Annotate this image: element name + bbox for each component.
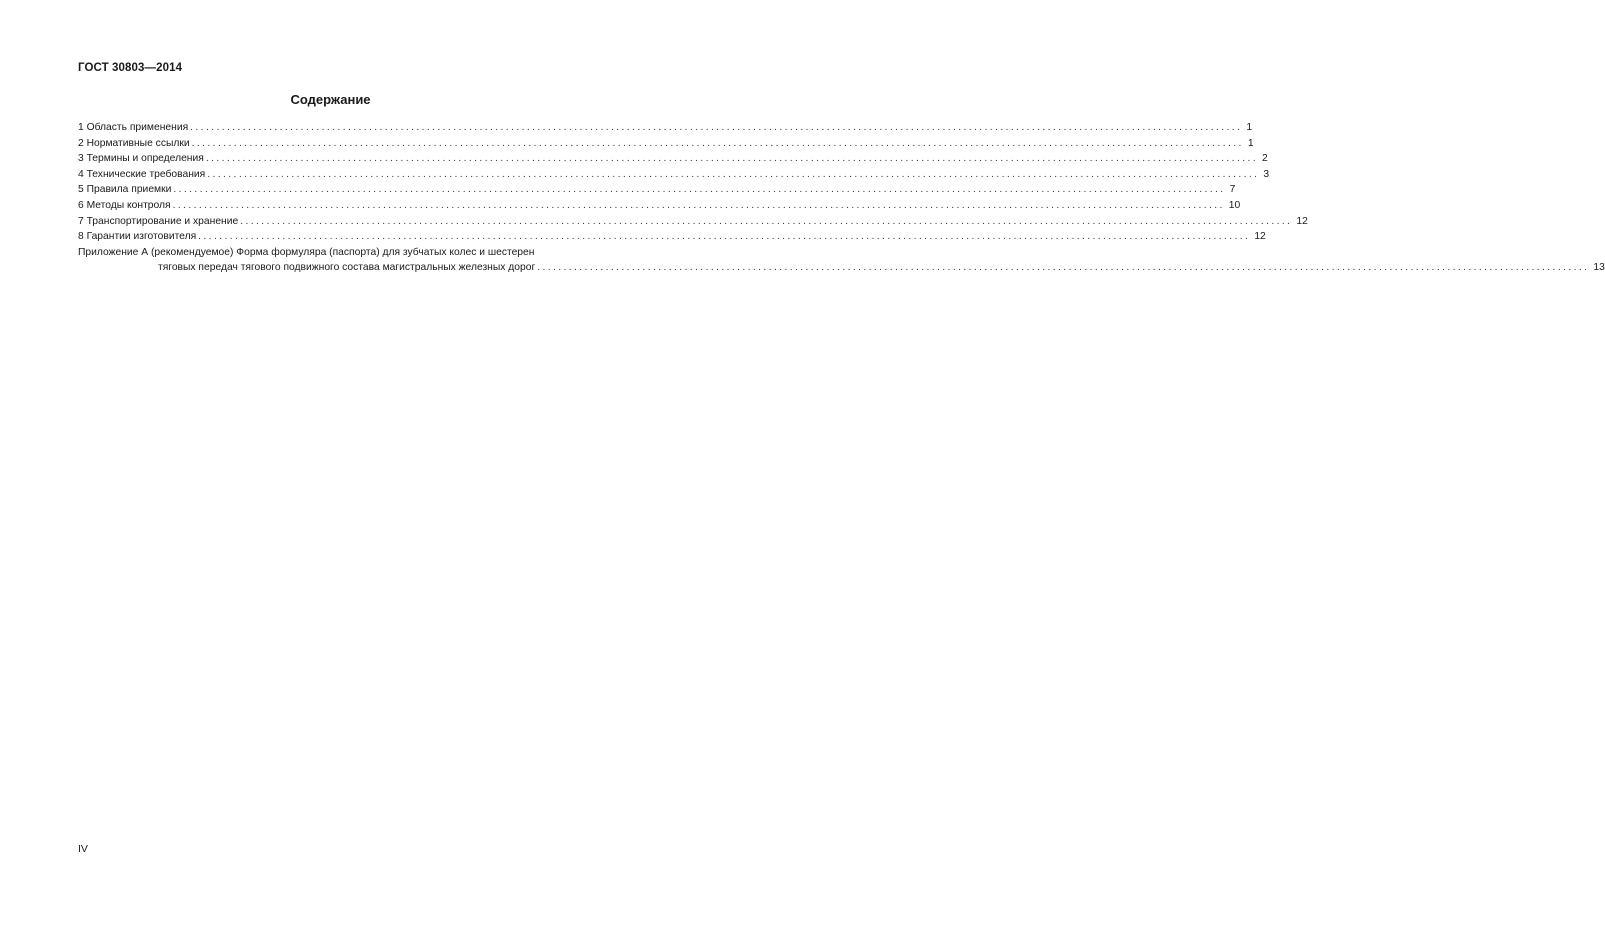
toc-leader-dots: ........................................................................................................................................................................................................ [173,184,1226,196]
toc-appendix-title-line2: тяговых передач тягового подвижного состава магистральных железных дорог [158,262,536,274]
toc-item-page: 10 [1228,199,1241,211]
page-number: IV [78,843,88,855]
toc-item-technical-requirements[interactable] [78,167,1270,183]
toc-leader-dots: ........................................................................................................................................................................................................ [191,137,1244,149]
toc-item-page: 7 [1229,184,1236,196]
toc-item-page: 1 [1246,122,1253,133]
toc-item-label: 6 Методы контроля [78,199,171,211]
toc-item-acceptance-rules[interactable] [78,182,1236,198]
toc-item-label: 8 Гарантии изготовителя [78,231,197,243]
table-of-contents [78,120,1605,276]
toc-leader-dots: ........................................................................................................................................................................................................ [198,231,1251,243]
toc-item-page: 2 [1262,153,1268,165]
toc-item-control-methods[interactable] [78,198,1241,214]
toc-item-page: 12 [1296,215,1308,227]
toc-item-label: 3 Термины и определения [78,153,204,165]
toc-item-label: 1 Область применения [78,122,189,133]
document-code: ГОСТ 30803—2014 [78,62,183,74]
toc-leader-dots: ........................................................................................................................................................................................................ [190,122,1243,133]
toc-item-page: 12 [1254,231,1266,243]
toc-item-page: 1 [1247,137,1254,149]
toc-appendix-row [78,260,1605,276]
toc-title: Содержание [290,92,371,107]
toc-item-page: 3 [1263,168,1270,180]
toc-item-manufacturer-warranty[interactable] [78,229,1266,245]
toc-leader-dots: ........................................................................................................................................................................................................ [240,215,1293,227]
toc-item-scope[interactable] [78,120,1253,136]
toc-leader-dots: ........................................................................................................................................................................................................ [172,199,1225,211]
toc-item-terms-definitions[interactable] [78,151,1268,167]
toc-leader-dots: ........................................................................................................................................................................................................ [205,153,1258,165]
toc-leader-dots: ........................................................................................................................................................................................................ [537,262,1590,274]
toc-item-appendix-a[interactable] [78,245,1605,276]
toc-leader-dots: ........................................................................................................................................................................................................ [207,168,1260,180]
toc-item-label: 4 Технические требования [78,168,206,180]
toc-item-page: 13 [1593,262,1605,274]
toc-item-transport-storage[interactable] [78,214,1308,230]
toc-item-label: 7 Транспортирование и хранение [78,215,239,227]
toc-item-label: 5 Правила приемки [78,184,172,196]
toc-item-normative-references[interactable] [78,136,1254,152]
toc-item-label: 2 Нормативные ссылки [78,137,190,149]
toc-appendix-title-line1: Приложение А (рекомендуемое) Форма формуляра (паспорта) для зубчатых колес и шестерен [78,246,535,258]
